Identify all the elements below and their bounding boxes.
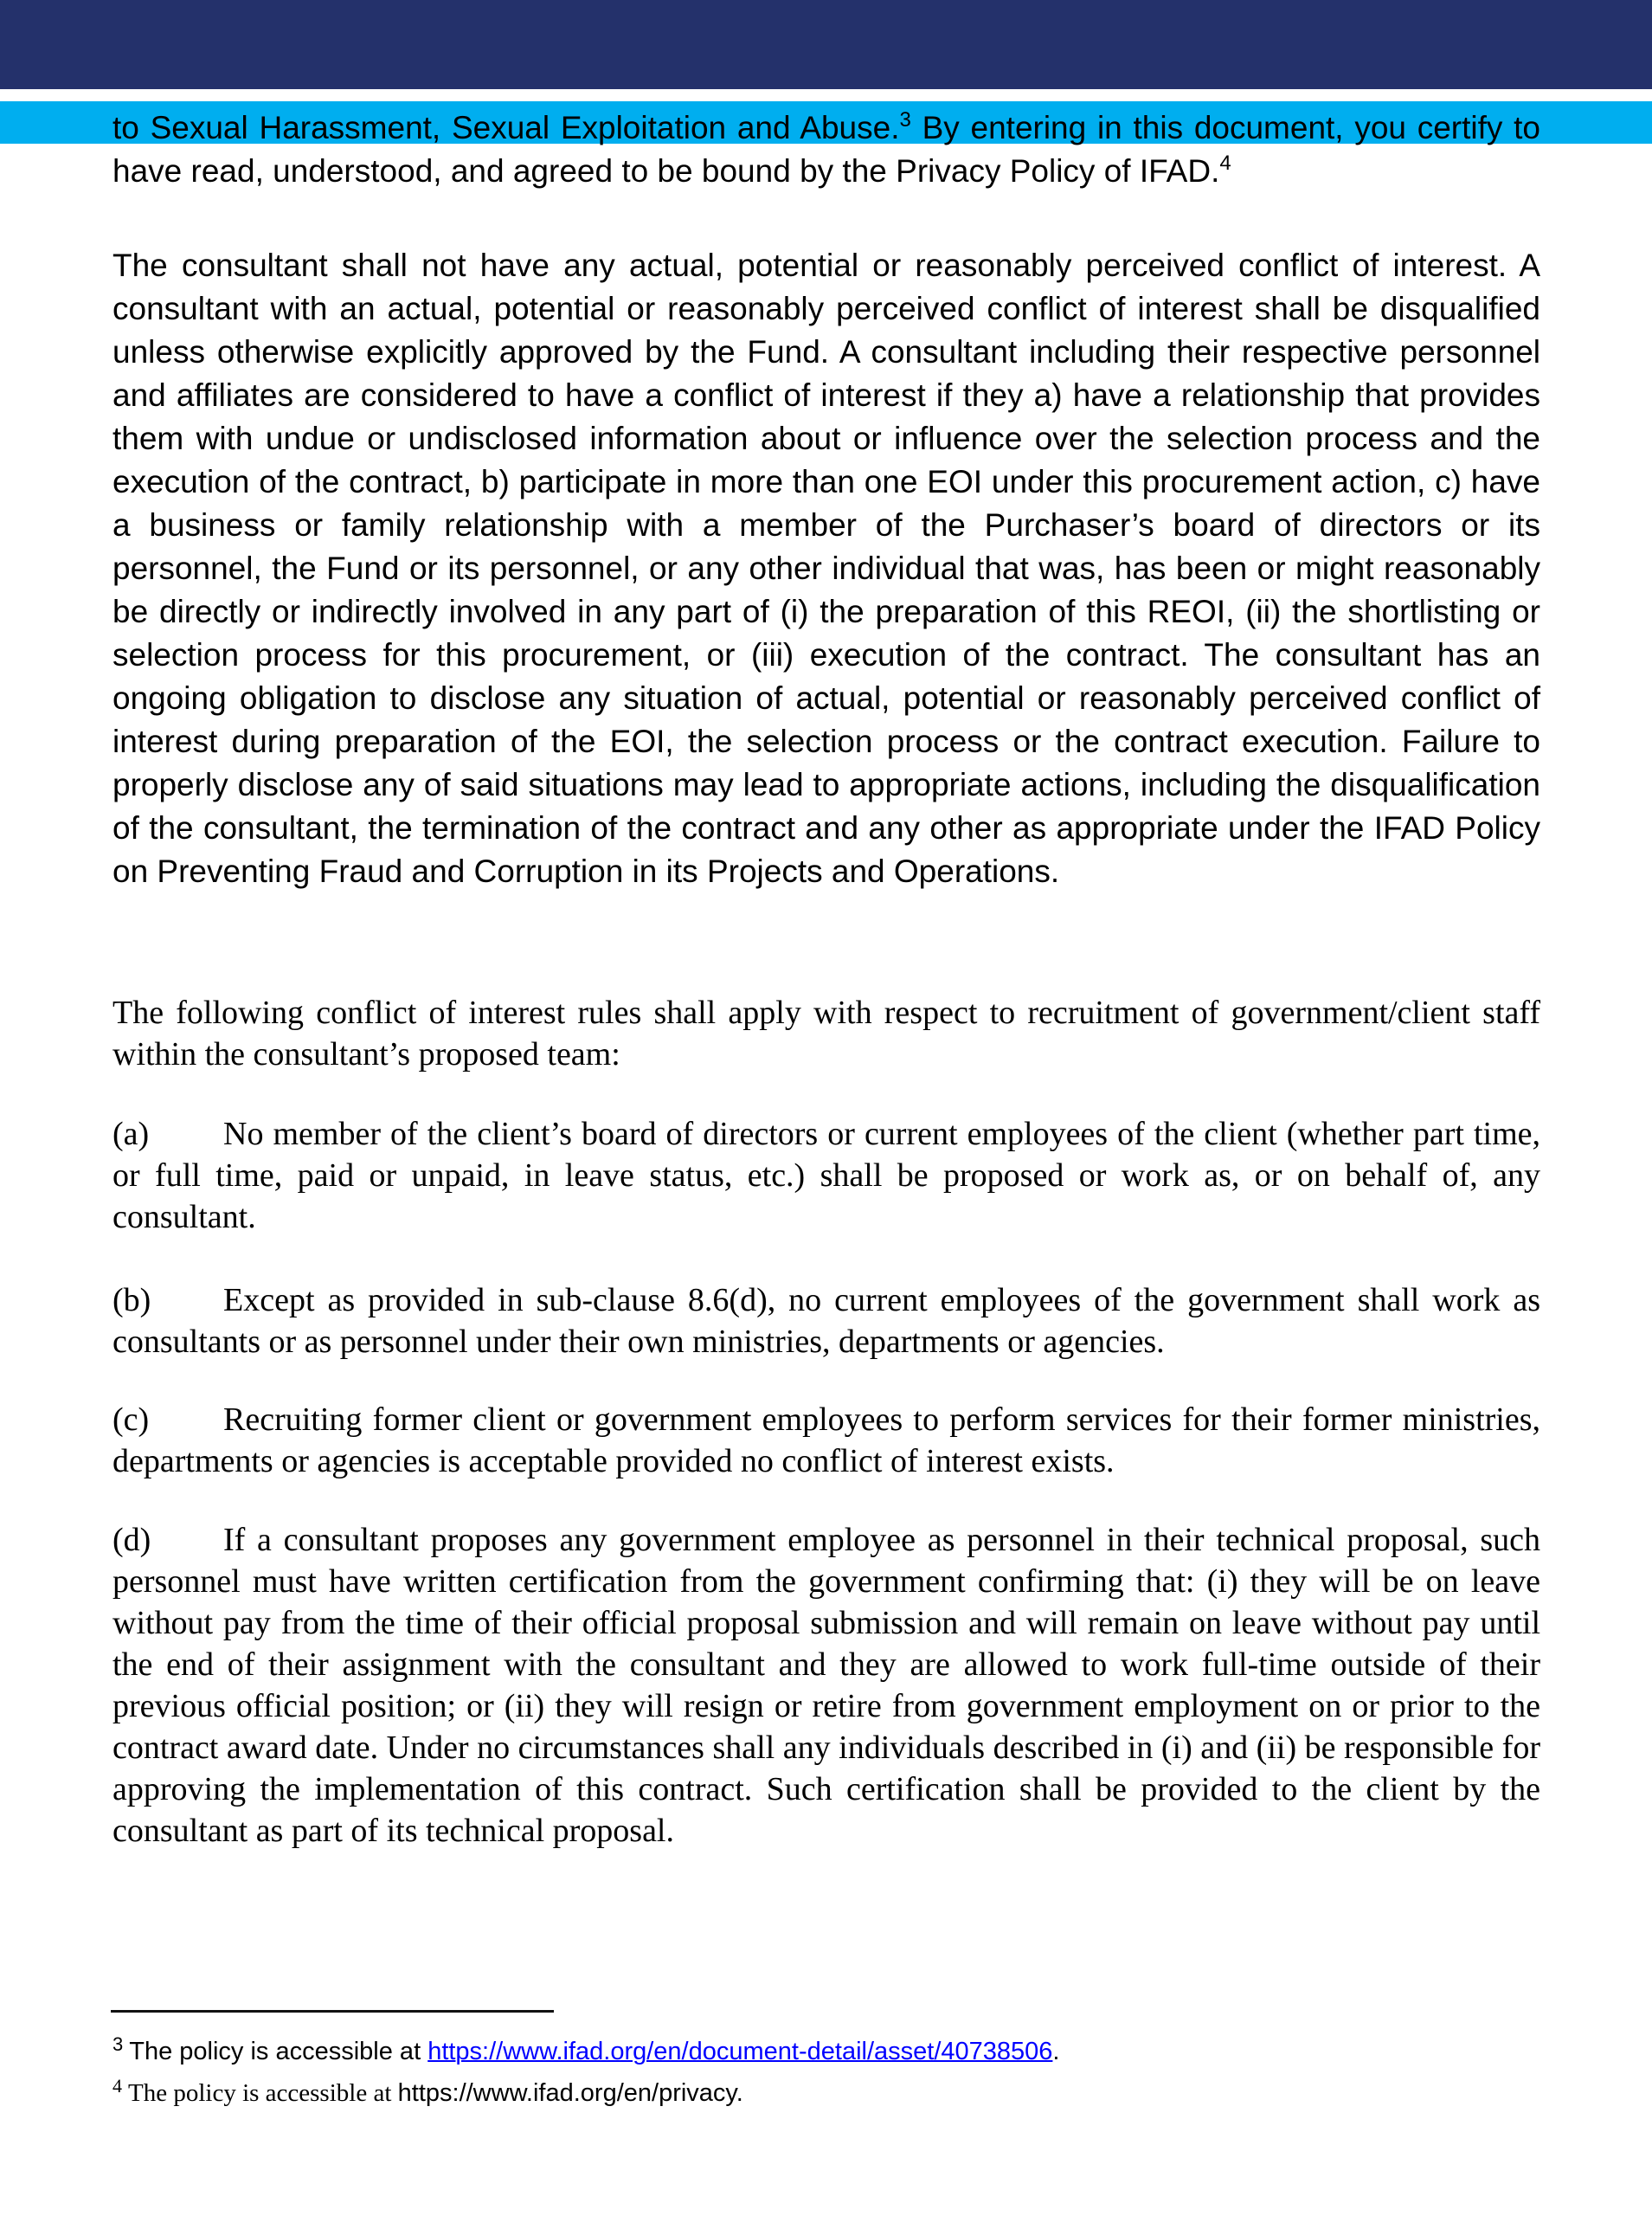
privacy-text-after-ref: By entering in this document, you certify to have read, understood, and agreed to be bound by the Privacy Policy of IFAD. (112, 110, 1541, 189)
footnote-3 (112, 2033, 1540, 2067)
footnote-3-text: The policy is accessible at (129, 2038, 428, 2065)
clause-b (112, 1279, 1540, 1362)
footnote-4 (112, 2075, 1540, 2109)
clause-c-marker: (c) (112, 1401, 150, 1438)
footnote-4-url: https://www.ifad.org/en/privacy. (397, 2079, 743, 2107)
clause-c-text: Recruiting former client or government employees to perform services for their former ministries, departments or agencies is acceptable provided no conflict of interest exists. (112, 1401, 1540, 1479)
footnote-ref-3: 3 (899, 108, 911, 132)
clause-d (112, 1519, 1540, 1852)
paragraph-coi-rules-intro: The following conflict of interest rules shall apply with respect to recruitment of government/client staff within the consultant’s proposed team: (112, 995, 1540, 1073)
footnote-3-marker: 3 (112, 2033, 124, 2055)
footnote-separator-rule (111, 2010, 554, 2013)
clause-c (112, 1399, 1540, 1482)
footnote-3-link[interactable]: https://www.ifad.org/en/document-detail/asset/40738506 (427, 2038, 1053, 2065)
header-navy-bar (0, 0, 1652, 89)
footnote-ref-4: 4 (1219, 151, 1231, 175)
paragraph-conflict-of-interest: The consultant shall not have any actual, potential or reasonably perceived conflict of interest. A consultant with an actual, potential or reasonably perceived conflict of interest shall be disqualified unless otherwise explicitly approved by the Fund. A consultant including their respective personnel and affiliates are considered to have a conflict of interest if they a) have a relationship that provides them with undue or undisclosed information about or influence over the selection process and the execution of the contract, b) participate in more than one EOI under this procurement action, c) have a business or family relationship with a member of the Purchaser’s board of directors or its personnel, the Fund or its personnel, or any other individual that was, has been or might reasonably be directly or indirectly involved in any part of (i) the preparation of this REOI, (ii) the shortlisting or selection process for this procurement, or (iii) execution of the contract. The consultant has an ongoing obligation to disclose any situation of actual, potential or reasonably perceived conflict of interest during preparation of the EOI, the selection process or the contract execution. Failure to properly disclose any of said situations may lead to appropriate actions, including the disqualification of the consultant, the termination of the contract and any other as appropriate under the IFAD Policy on Preventing Fraud and Corruption in its Projects and Operations. (112, 248, 1540, 889)
clause-d-marker: (d) (112, 1522, 151, 1558)
clause-a (112, 1113, 1540, 1238)
footnote-4-marker: 4 (112, 2075, 122, 2097)
privacy-text-before-ref: to Sexual Harassment, Sexual Exploitation and Abuse. (112, 110, 900, 145)
clause-b-text: Except as provided in sub-clause 8.6(d), no current employees of the government shall work as consultants or as personnel under their own ministries, departments or agencies. (112, 1282, 1540, 1360)
footnote-4-text: The policy is accessible at (128, 2079, 398, 2107)
clause-a-marker: (a) (112, 1116, 150, 1152)
paragraph-privacy-policy (112, 106, 1540, 193)
footnote-3-suffix: . (1052, 2038, 1060, 2065)
clause-b-marker: (b) (112, 1282, 151, 1318)
clause-d-text: If a consultant proposes any government employee as personnel in their technical proposal, such personnel must have written certification from the government confirming that: (i) they will be on leave without pay from the time of their official proposal submission and will remain on leave without pay until the end of their assignment with the consultant and they are allowed to work full-time outside of their previous official position; or (ii) they will resign or retire from government employment on or prior to the contract award date. Under no circumstances shall any individuals described in (i) and (ii) be responsible for approving the implementation of this contract. Such certification shall be provided to the client by the consultant as part of its technical proposal. (112, 1522, 1540, 1849)
clause-a-text: No member of the client’s board of directors or current employees of the client (whether part time, or full time, paid or unpaid, in leave status, etc.) shall be proposed or work as, or on behalf of, any consultant. (112, 1116, 1540, 1235)
